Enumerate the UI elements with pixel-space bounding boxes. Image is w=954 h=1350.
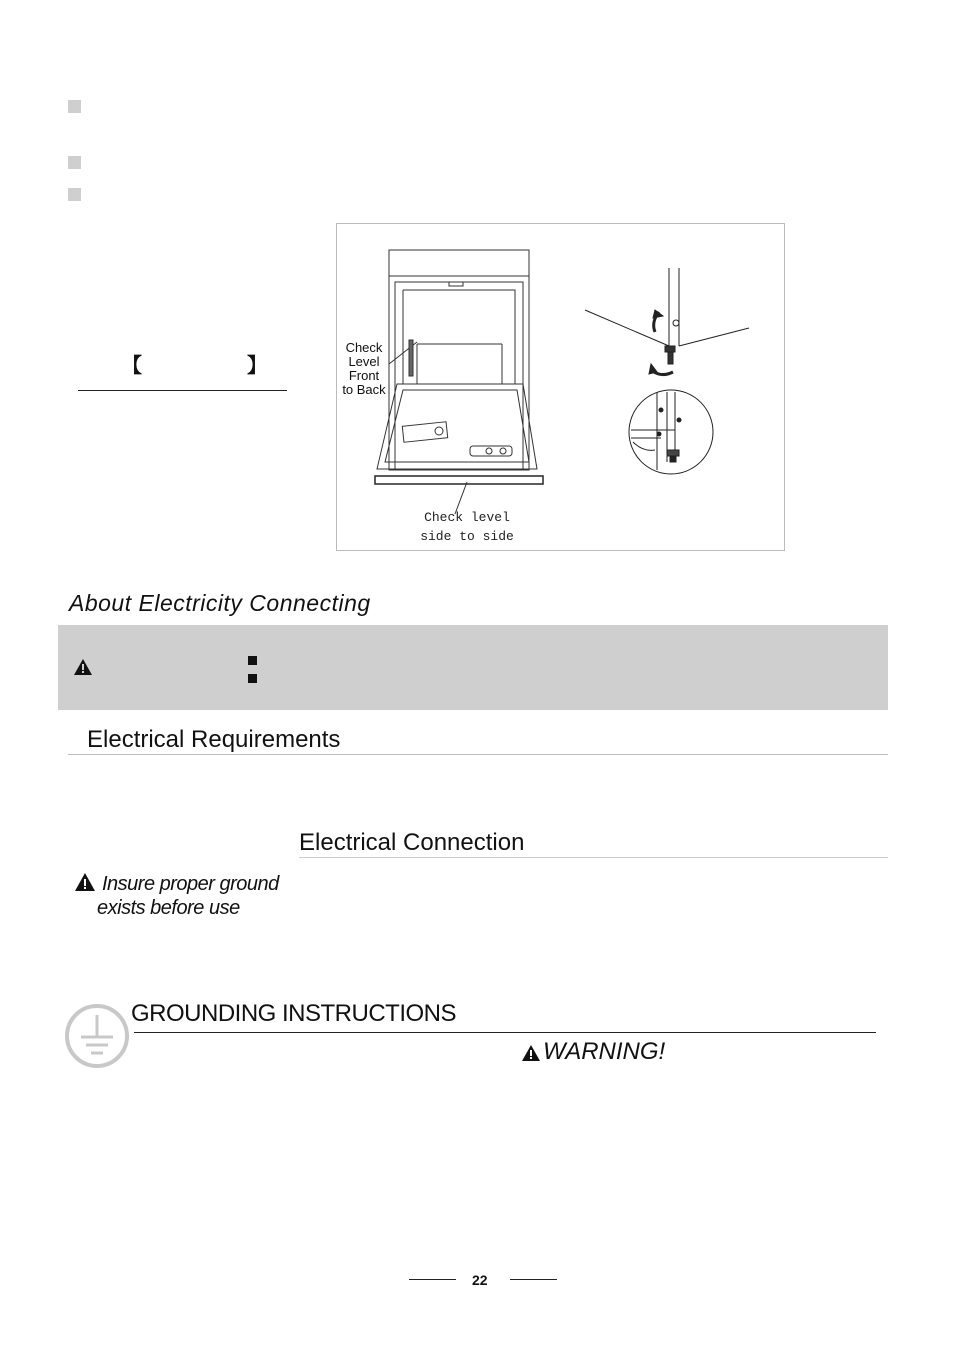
warning-heading: WARNING! <box>543 1038 666 1065</box>
warning-band <box>58 625 888 710</box>
bracket-open: 【 <box>122 353 142 377</box>
footer-rule-right <box>510 1279 557 1280</box>
requirements-rule <box>68 754 888 755</box>
electrical-connection-heading: Electrical Connection <box>299 829 525 856</box>
band-bullet-1 <box>248 656 257 665</box>
footer-rule-left <box>409 1279 456 1280</box>
electrical-requirements-heading: Electrical Requirements <box>87 726 341 753</box>
ground-note: Insure proper ground <box>102 873 279 895</box>
bullet-square-3 <box>68 188 81 201</box>
warning-icon <box>73 658 93 676</box>
bracket-close: 】 <box>247 353 267 377</box>
ground-warning-icon <box>74 872 96 892</box>
ground-symbol-icon <box>64 1003 130 1069</box>
bracket-underline <box>78 390 287 391</box>
ground-note-line2: exists before use <box>97 897 240 919</box>
bullet-square-2 <box>68 156 81 169</box>
leveling-figure <box>336 223 785 551</box>
grounding-rule <box>134 1032 876 1033</box>
check-level-side-label: Check level side to side <box>420 510 514 544</box>
band-bullet-2 <box>248 674 257 683</box>
grounding-instructions-heading: GROUNDING INSTRUCTIONS <box>131 1000 456 1027</box>
page-number: 22 <box>472 1272 488 1288</box>
check-level-front-back-label: Check Level Front to Back <box>342 340 386 397</box>
about-electricity-heading: About Electricity Connecting <box>69 590 371 616</box>
warning-triangle-icon <box>521 1044 541 1062</box>
bullet-square-1 <box>68 100 81 113</box>
dishwasher-illustration <box>337 224 784 550</box>
connection-rule <box>299 857 888 858</box>
